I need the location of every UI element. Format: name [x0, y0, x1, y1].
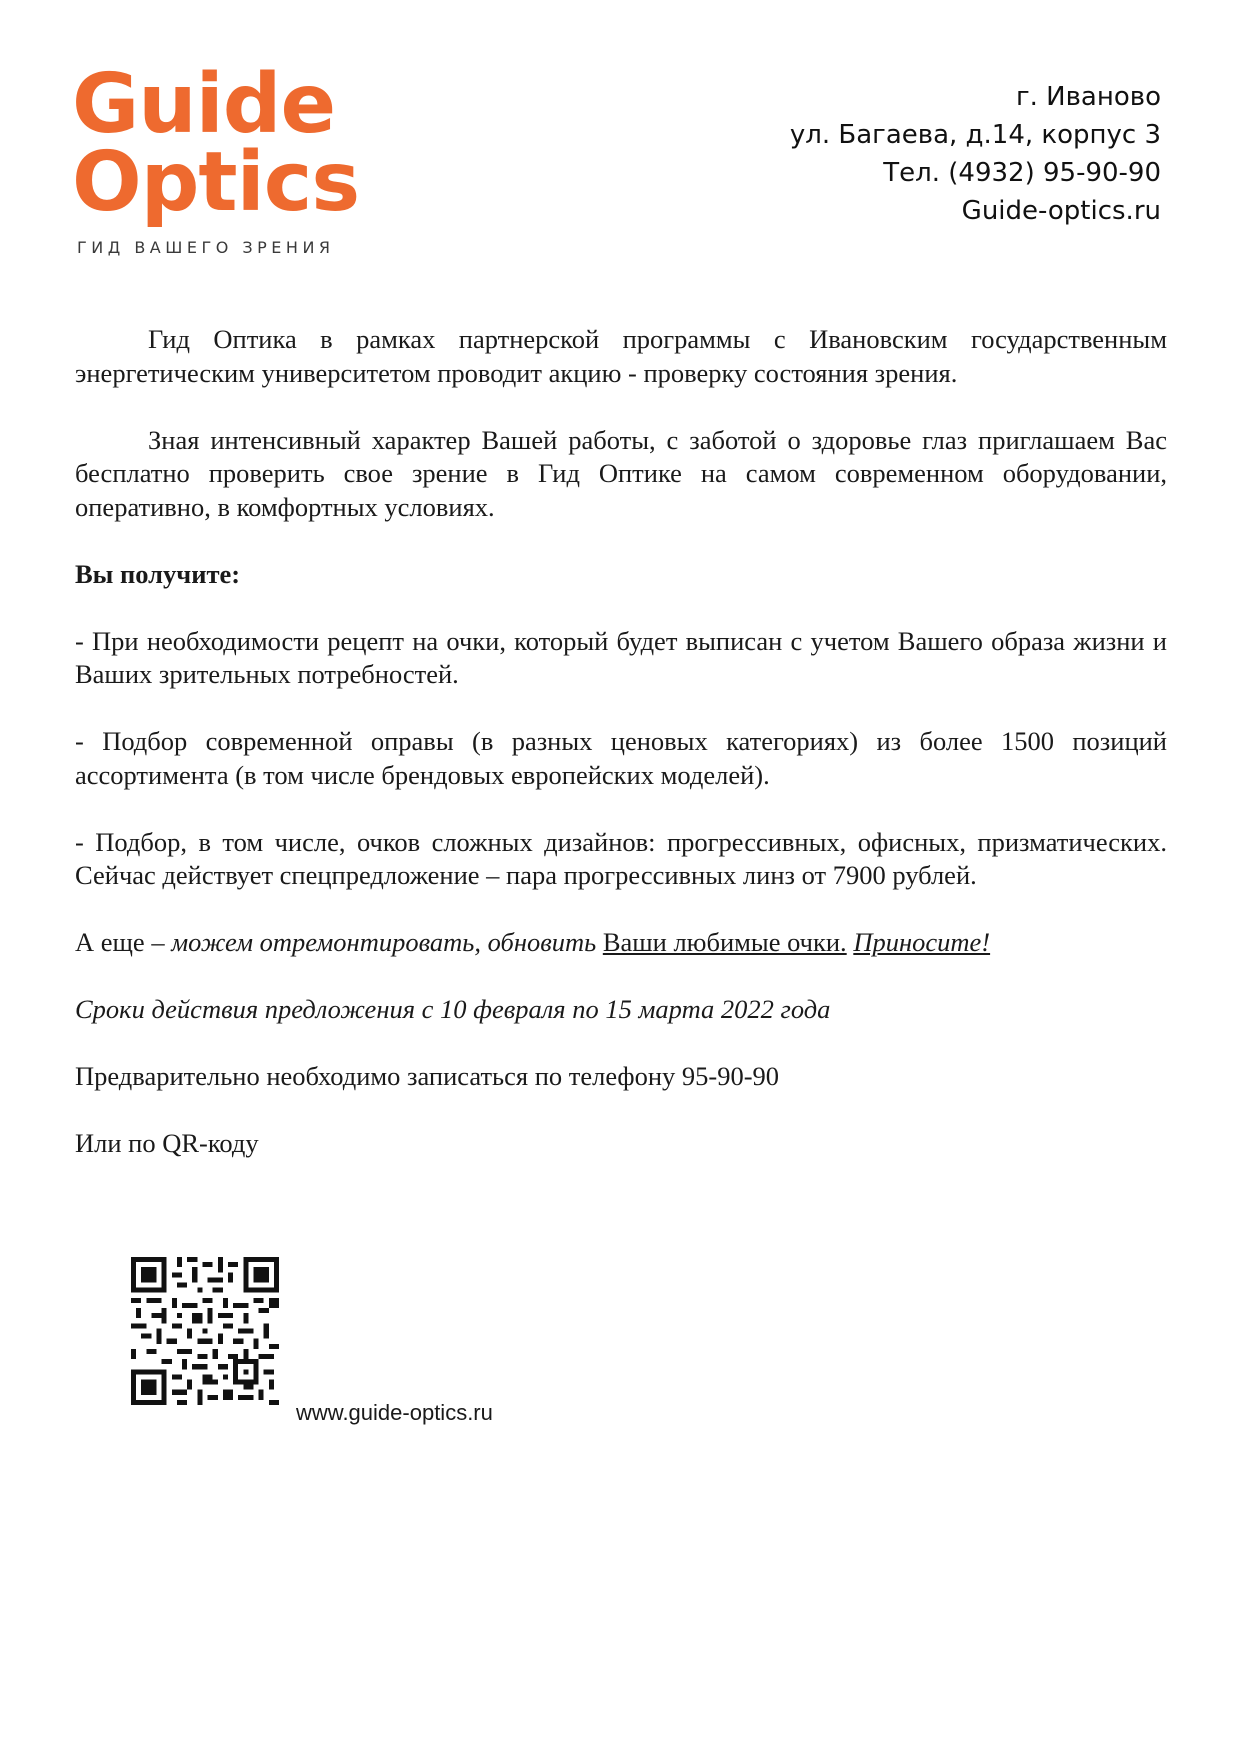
- logo-word-guide: Guide: [72, 57, 336, 152]
- qr-code[interactable]: [131, 1257, 279, 1405]
- qr-caption-url[interactable]: www.guide-optics.ru: [296, 1400, 493, 1425]
- logo-word-optics: Optics: [72, 135, 360, 230]
- repair-underlined: Ваши любимые очки.: [602, 927, 847, 957]
- letter-body: [75, 323, 1167, 1194]
- brand-logo: [72, 57, 362, 257]
- offer-validity: Сроки действия предложения с 10 февраля по 15 марта 2022 года: [75, 994, 831, 1024]
- repair-lead: А еще –: [75, 927, 172, 957]
- intro-paragraph: Гид Оптика в рамках партнерской программы с Ивановским государственным энергетическим университетом проводит акцию - проверку состояния зрения.: [75, 324, 1167, 388]
- benefit-lenses: - Подбор, в том числе, очков сложных дизайнов: прогрессивных, офисных, призматических. Сейчас действует спецпредложение – пара прогрессивных линз от 7900 рублей.: [75, 826, 1167, 890]
- contact-city: г. Иваново: [1015, 82, 1161, 112]
- contact-phone: Тел. (4932) 95-90-90: [883, 158, 1161, 188]
- logo-tagline: ГИД ВАШЕГО ЗРЕНИЯ: [77, 238, 335, 257]
- benefit-prescription: - При необходимости рецепт на очки, который будет выписан с учетом Вашего образа жизни и Ваших зрительных потребностей.: [75, 625, 1167, 689]
- repair-offer: [75, 926, 1167, 960]
- invitation-paragraph: Зная интенсивный характер Вашей работы, с заботой о здоровье глаз приглашаем Вас бесплатно проверить свое зрение в Гид Оптике на самом современном оборудовании, оперативно, в комфортных условиях.: [75, 424, 1167, 522]
- booking-instructions: Предварительно необходимо записаться по телефону 95-90-90: [75, 1061, 780, 1091]
- qr-intro: Или по QR-коду: [75, 1128, 259, 1158]
- repair-italic: можем отремонтировать, обновить: [171, 927, 597, 957]
- contact-website: Guide-optics.ru: [961, 196, 1161, 226]
- repair-call-to-action: Приносите!: [853, 927, 991, 957]
- contact-address: ул. Багаева, д.14, корпус 3: [789, 120, 1161, 150]
- benefits-heading: Вы получите:: [75, 558, 241, 589]
- benefit-frames: - Подбор современной оправы (в разных ценовых категориях) из более 1500 позиций ассортимента (в том числе брендовых европейских моделей).: [75, 726, 1167, 790]
- contact-block: [790, 78, 1161, 230]
